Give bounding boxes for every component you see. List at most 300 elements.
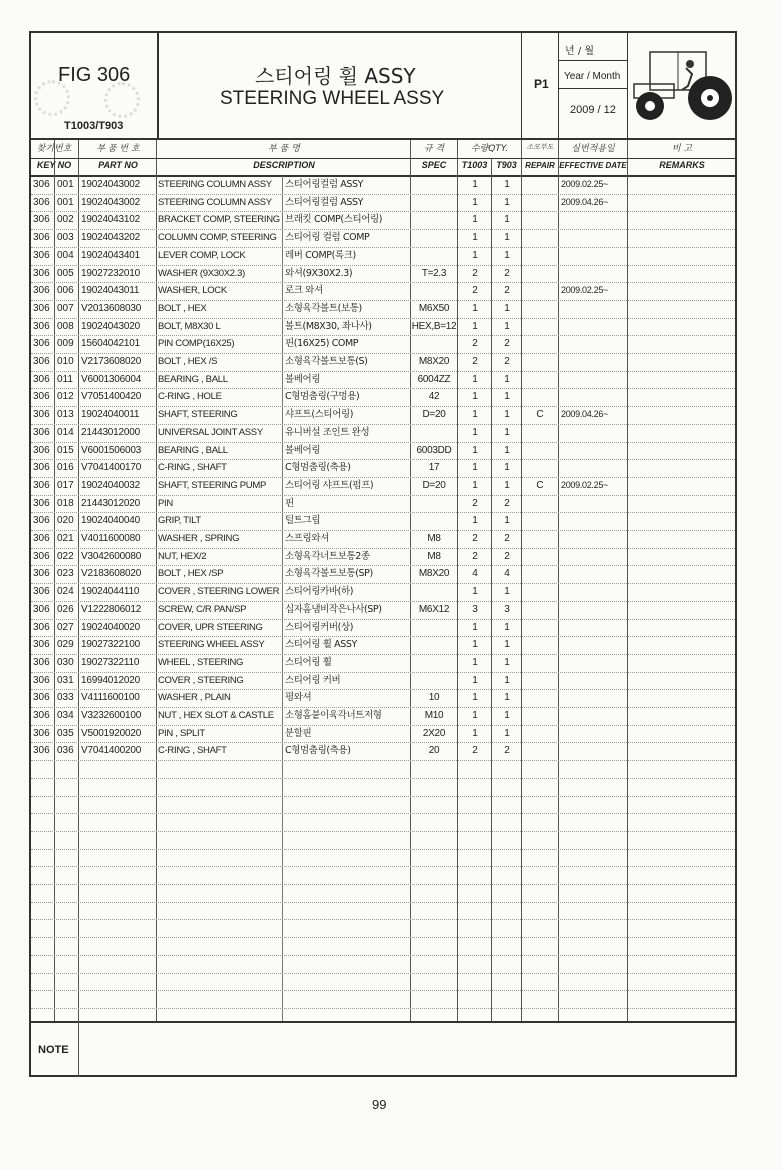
spec: T=2.3 (421, 267, 447, 279)
effective-date (561, 512, 627, 530)
spec: D=20 (422, 409, 446, 421)
fig-number: 306 (33, 497, 50, 509)
part-number: V5001920020 (81, 727, 142, 739)
spec (411, 282, 457, 300)
qty-t903: 1 (504, 373, 510, 385)
row-divider (31, 760, 735, 761)
description: UNIVERSAL JOINT ASSY (158, 426, 263, 438)
key-number: 009 (57, 338, 74, 350)
description: WASHER (9X30X2.3) (158, 267, 245, 279)
description-ko: 스티어링 휠 (285, 656, 332, 668)
qty-t903: 1 (504, 710, 510, 721)
key-number: 035 (57, 727, 74, 739)
description-ko: 와셔(9X30X2.3) (285, 267, 353, 279)
qty-t1003: 1 (472, 444, 478, 456)
fig-number: 306 (33, 302, 50, 314)
description: BOLT , HEX /SP (158, 568, 224, 580)
table-row (31, 689, 735, 707)
table-row (31, 194, 735, 212)
description-ko: C형멈춤링(축용) (285, 745, 351, 757)
repair-flag (522, 371, 558, 389)
qty-t1003: 2 (472, 285, 478, 297)
repair-flag: C (536, 409, 544, 421)
description-ko: 평와셔 (285, 692, 312, 704)
qty-t903: 1 (504, 462, 510, 474)
effective-date (561, 335, 627, 353)
effective-date (561, 548, 627, 566)
page-number: 99 (372, 1097, 387, 1112)
table-row (31, 176, 735, 194)
qty-t1003: 3 (472, 603, 478, 615)
repair-flag (522, 565, 558, 583)
col-remarks-ko: 비 고 (671, 144, 693, 154)
qty-t1003: 2 (472, 338, 478, 350)
description-ko: 틸트그립 (285, 515, 321, 527)
effective-date (561, 442, 627, 460)
part-number: 19024044110 (81, 586, 140, 598)
qty-t903: 1 (504, 479, 510, 491)
col-qty-ko: 수량QTY. (470, 144, 509, 154)
repair-flag (522, 548, 558, 566)
part-number: V2183608020 (81, 568, 142, 580)
part-number: 19027322100 (81, 639, 140, 651)
effective-date (561, 318, 627, 336)
fig-number: 306 (33, 710, 50, 721)
qty-t1003: 1 (472, 479, 478, 491)
effective-date (561, 583, 627, 601)
description-ko: 스티어링 샤프트(펌프) (285, 479, 374, 491)
description: NUT , HEX SLOT & CASTLE (158, 710, 274, 721)
key-number: 023 (57, 568, 74, 580)
row-divider (31, 1008, 735, 1009)
qty-t1003: 1 (472, 409, 478, 421)
key-number: 016 (57, 462, 74, 474)
key-number: 030 (57, 656, 74, 668)
repair-flag (522, 707, 558, 725)
key-number: 001 (57, 196, 74, 208)
row-divider (31, 831, 735, 832)
effective-date (561, 424, 627, 442)
qty-t903: 1 (504, 692, 510, 704)
col-part-ko: 부 품 번 호 (96, 144, 140, 154)
description: WASHER , PLAIN (158, 692, 231, 704)
description-ko: 스티어링컬럼 ASSY (285, 196, 364, 208)
qty-t903: 2 (504, 356, 510, 367)
spec (411, 335, 457, 353)
qty-t1003: 1 (472, 710, 478, 721)
key-number: 026 (57, 603, 74, 615)
qty-t1003: 2 (472, 550, 478, 562)
page-code: P1 (534, 77, 549, 91)
spec (411, 619, 457, 637)
part-number: 19024043401 (81, 249, 140, 261)
part-number: 19024043202 (81, 232, 140, 244)
qty-t903: 1 (504, 409, 510, 421)
qty-t903: 1 (504, 249, 510, 261)
part-number: V1222806012 (81, 603, 142, 615)
note-vline (78, 1021, 79, 1077)
qty-t903: 1 (504, 214, 510, 226)
part-number: V2013608030 (81, 302, 142, 314)
description-ko: 분할핀 (285, 727, 312, 739)
table-row (31, 229, 735, 247)
part-number: 21443012000 (81, 426, 140, 438)
repair-flag (522, 742, 558, 760)
title-english: STEERING WHEEL ASSY (220, 88, 445, 109)
part-number: V4111600100 (81, 692, 140, 704)
repair-flag (522, 282, 558, 300)
description: WASHER , SPRING (158, 533, 240, 544)
effective-date (561, 619, 627, 637)
qty-t903: 1 (504, 674, 510, 686)
year-month-value: 2009 / 12 (570, 104, 616, 116)
key-number: 013 (57, 409, 74, 421)
part-number: V3042600080 (81, 550, 142, 562)
spec: 10 (428, 692, 440, 704)
qty-t903: 1 (504, 196, 510, 208)
qty-t903: 1 (504, 656, 510, 668)
spec: M6X12 (418, 603, 450, 615)
qty-t1003: 1 (472, 586, 478, 598)
repair-flag (522, 265, 558, 283)
description: COVER, UPR STEERING (158, 621, 263, 633)
description-ko: 유니버설 조인트 완성 (285, 426, 370, 438)
fig-number: 306 (33, 692, 50, 704)
repair-flag (522, 247, 558, 265)
qty-t903: 2 (504, 497, 510, 509)
description: PIN COMP(16X25) (158, 338, 235, 350)
repair-flag (522, 335, 558, 353)
qty-t1003: 1 (472, 692, 478, 704)
key-number: 002 (57, 214, 74, 226)
description-ko: 볼베어링 (285, 444, 321, 456)
effective-date (561, 530, 627, 548)
repair-flag (522, 583, 558, 601)
description: LEVER COMP, LOCK (158, 249, 246, 261)
table-row (31, 300, 735, 318)
repair-flag (522, 672, 558, 690)
repair-flag (522, 636, 558, 654)
col-desc-ko: 부 품 명 (268, 144, 300, 154)
description: WHEEL , STEERING (158, 656, 244, 668)
col-spec-en: SPEC (421, 160, 447, 170)
qty-t903: 1 (504, 426, 510, 438)
effective-date (561, 672, 627, 690)
key-number: 034 (57, 710, 74, 721)
qty-t903: 3 (504, 603, 510, 615)
fig-number: 306 (33, 586, 50, 598)
key-number: 001 (57, 179, 74, 190)
qty-t903: 2 (504, 745, 510, 757)
repair-flag (522, 654, 558, 672)
effective-date (561, 247, 627, 265)
table-row (31, 282, 735, 300)
description-ko: 소형육각볼트보통(S) (285, 356, 368, 367)
description-ko: 소형육각너트보통2종 (285, 550, 370, 562)
qty-t903: 2 (504, 533, 510, 544)
part-number: 19024040011 (81, 409, 140, 421)
fig-number: 306 (33, 391, 50, 403)
description-ko: C형멈춤링(축용) (285, 462, 351, 474)
table-row (31, 672, 735, 690)
key-number: 031 (57, 674, 74, 686)
effective-date (561, 565, 627, 583)
qty-t903: 1 (504, 179, 510, 190)
model-code: T1003/T903 (64, 120, 124, 132)
spec (411, 176, 457, 194)
repair-flag (522, 194, 558, 212)
qty-t1003: 1 (472, 302, 478, 314)
part-number: 19024043102 (81, 214, 140, 226)
description: COLUMN COMP, STEERING (158, 232, 277, 244)
description-ko: 소형홈붙이육각너트저형 (285, 710, 382, 721)
table-row (31, 211, 735, 229)
spec: 6004ZZ (417, 373, 451, 385)
table-row (31, 406, 735, 424)
row-divider (31, 778, 735, 779)
header-ym-line-2 (558, 88, 627, 89)
col-spec-ko: 규 격 (423, 144, 445, 154)
repair-flag (522, 459, 558, 477)
header-ym-line-1 (558, 60, 627, 61)
fig-number: 306 (33, 267, 50, 279)
description: BEARING , BALL (158, 373, 228, 385)
qty-t903: 2 (504, 267, 510, 279)
row-divider (31, 884, 735, 885)
repair-flag (522, 176, 558, 194)
col-part-en: PART NO (98, 160, 138, 170)
qty-t903: 2 (504, 338, 510, 350)
description-ko: C형멈춤링(구멍용) (285, 391, 360, 403)
col-desc-en: DESCRIPTION (253, 160, 315, 170)
fig-number: 306 (33, 745, 50, 757)
description: BRACKET COMP, STEERING (158, 214, 280, 226)
col-remarks-en: REMARKS (659, 160, 705, 170)
key-number: 029 (57, 639, 74, 651)
description: WASHER, LOCK (158, 285, 227, 297)
table-row (31, 725, 735, 743)
qty-t903: 1 (504, 391, 510, 403)
repair-flag (522, 211, 558, 229)
qty-t903: 1 (504, 639, 510, 651)
key-number: 027 (57, 621, 74, 633)
spec (411, 672, 457, 690)
spec: 20 (428, 745, 440, 757)
qty-t1003: 1 (472, 373, 478, 385)
tractor-illustration (630, 40, 734, 130)
part-number: 19024043020 (81, 320, 140, 332)
qty-t1003: 1 (472, 727, 478, 739)
spec: 2X20 (422, 727, 446, 739)
table-row (31, 424, 735, 442)
effective-date (561, 388, 627, 406)
description: BOLT , HEX /S (158, 356, 218, 367)
key-number: 003 (57, 232, 74, 244)
fig-number: 306 (33, 373, 50, 385)
qty-t1003: 1 (472, 639, 478, 651)
fig-number: 306 (33, 568, 50, 580)
part-number: 21443012020 (81, 497, 140, 509)
table-row (31, 353, 735, 371)
fig-number: 306 (33, 656, 50, 668)
qty-t1003: 1 (472, 674, 478, 686)
row-divider (31, 866, 735, 867)
spec (411, 636, 457, 654)
effective-date: 2009.02.25~ (561, 179, 608, 189)
description-ko: 핀 (285, 497, 294, 509)
part-number: 19027322110 (81, 656, 140, 668)
part-number: V7041400200 (81, 745, 142, 757)
row-divider (31, 973, 735, 974)
spec: 42 (428, 391, 440, 403)
key-number: 021 (57, 533, 74, 544)
description-ko: 스티어링컬럼 ASSY (285, 179, 364, 190)
spec (411, 583, 457, 601)
fig-number: 306 (33, 674, 50, 686)
row-divider (31, 937, 735, 938)
description: BOLT , HEX (158, 302, 207, 314)
repair-flag (522, 442, 558, 460)
fig-number: 306 (33, 639, 50, 651)
row-divider (31, 990, 735, 991)
table-row (31, 318, 735, 336)
key-number: 005 (57, 267, 74, 279)
part-number: 19024043011 (81, 285, 140, 297)
description-ko: 볼트(M8X30, 좌나사) (285, 320, 372, 332)
description-ko: 스프링와셔 (285, 533, 329, 544)
description-ko: 스티어링 커버 (285, 674, 341, 686)
fig-number: 306 (33, 196, 50, 208)
key-number: 022 (57, 550, 74, 562)
table-row (31, 654, 735, 672)
description: COVER , STEERING (158, 674, 244, 686)
description-ko: 로크 와셔 (285, 285, 323, 297)
description-ko: 스티어링 휠 ASSY (285, 639, 357, 651)
description-ko: 스티어링 컬럼 COMP (285, 232, 370, 244)
description-ko: 샤프트(스티어링) (285, 409, 354, 421)
spec (411, 495, 457, 513)
key-number: 011 (57, 373, 73, 385)
spec: 6003DD (416, 444, 452, 456)
description: BEARING , BALL (158, 444, 228, 456)
effective-date (561, 725, 627, 743)
qty-t1003: 2 (472, 497, 478, 509)
effective-date (561, 459, 627, 477)
qty-t1003: 2 (472, 267, 478, 279)
header-vline-3 (558, 31, 559, 138)
col-key-ko: 찾기번호 (36, 144, 72, 154)
qty-t1003: 1 (472, 426, 478, 438)
qty-t1003: 2 (472, 745, 478, 757)
fig-number: 306 (33, 214, 50, 226)
fig-number: 306 (33, 727, 50, 739)
description: STEERING COLUMN ASSY (158, 196, 272, 208)
qty-t1003: 4 (472, 568, 478, 580)
row-divider (31, 796, 735, 797)
repair-flag (522, 512, 558, 530)
effective-date (561, 229, 627, 247)
table-row (31, 565, 735, 583)
description: SHAFT, STEERING (158, 409, 238, 421)
qty-t1003: 1 (472, 249, 478, 261)
key-number: 033 (57, 692, 74, 704)
repair-flag (522, 229, 558, 247)
key-number: 012 (57, 391, 74, 403)
table-row (31, 335, 735, 353)
qty-t1003: 1 (472, 196, 478, 208)
description-ko: 핀(16X25) COMP (285, 338, 359, 350)
qty-t1003: 1 (472, 179, 478, 190)
key-number: 008 (57, 320, 74, 332)
column-header-midline (29, 158, 737, 159)
part-number: V7041400170 (81, 462, 142, 474)
title-korean: 스티어링 휠 ASSY (255, 64, 416, 88)
qty-t903: 1 (504, 444, 510, 456)
effective-date (561, 636, 627, 654)
effective-date: 2009.04.26~ (561, 409, 608, 420)
table-row (31, 388, 735, 406)
table-row (31, 530, 735, 548)
qty-t903: 1 (504, 727, 510, 739)
part-number: 19024043002 (81, 179, 140, 190)
description: PIN (158, 497, 173, 509)
fig-number: 306 (33, 515, 50, 527)
col-eff-en: EFFECTIVE DATE (559, 161, 627, 170)
effective-date (561, 601, 627, 619)
description: COVER , STEERING LOWER (158, 586, 280, 598)
table-row (31, 477, 735, 495)
description-ko: 스티어링커버(상) (285, 621, 354, 633)
col-qty-t1003: T1003 (461, 160, 488, 170)
qty-t1003: 1 (472, 462, 478, 474)
part-number: V3232600100 (81, 710, 142, 721)
effective-date: 2009.04.26~ (561, 196, 608, 207)
qty-t903: 1 (504, 302, 510, 314)
figure-number: FIG 306 (58, 64, 131, 86)
spec: 17 (428, 462, 440, 474)
table-row (31, 601, 735, 619)
col-repair-en: REPAIR (525, 161, 555, 170)
part-number: V6001506003 (81, 444, 142, 456)
note-label: NOTE (38, 1044, 69, 1056)
qty-t903: 2 (504, 285, 510, 297)
description-ko: 브래킷 COMP(스티어링) (285, 214, 383, 226)
repair-flag (522, 353, 558, 371)
repair-flag (522, 530, 558, 548)
spec (411, 654, 457, 672)
header-vline-1 (157, 31, 159, 138)
part-number: V6001306004 (81, 373, 142, 385)
part-number: 19024040040 (81, 515, 140, 527)
spec: HEX,B=12 (411, 320, 457, 332)
key-number: 010 (57, 356, 74, 367)
qty-t1003: 1 (472, 656, 478, 668)
table-row (31, 442, 735, 460)
description: STEERING WHEEL ASSY (158, 639, 265, 651)
qty-t903: 1 (504, 232, 510, 244)
description: GRIP, TILT (158, 515, 201, 527)
year-month-label-ko: 년 / 월 (565, 46, 595, 57)
table-row (31, 636, 735, 654)
qty-t1003: 1 (472, 214, 478, 226)
table-row (31, 459, 735, 477)
key-number: 014 (57, 426, 74, 438)
repair-flag (522, 300, 558, 318)
key-number: 006 (57, 285, 74, 297)
qty-t903: 1 (504, 621, 510, 633)
description: C-RING , SHAFT (158, 462, 227, 474)
qty-t903: 1 (504, 586, 510, 598)
